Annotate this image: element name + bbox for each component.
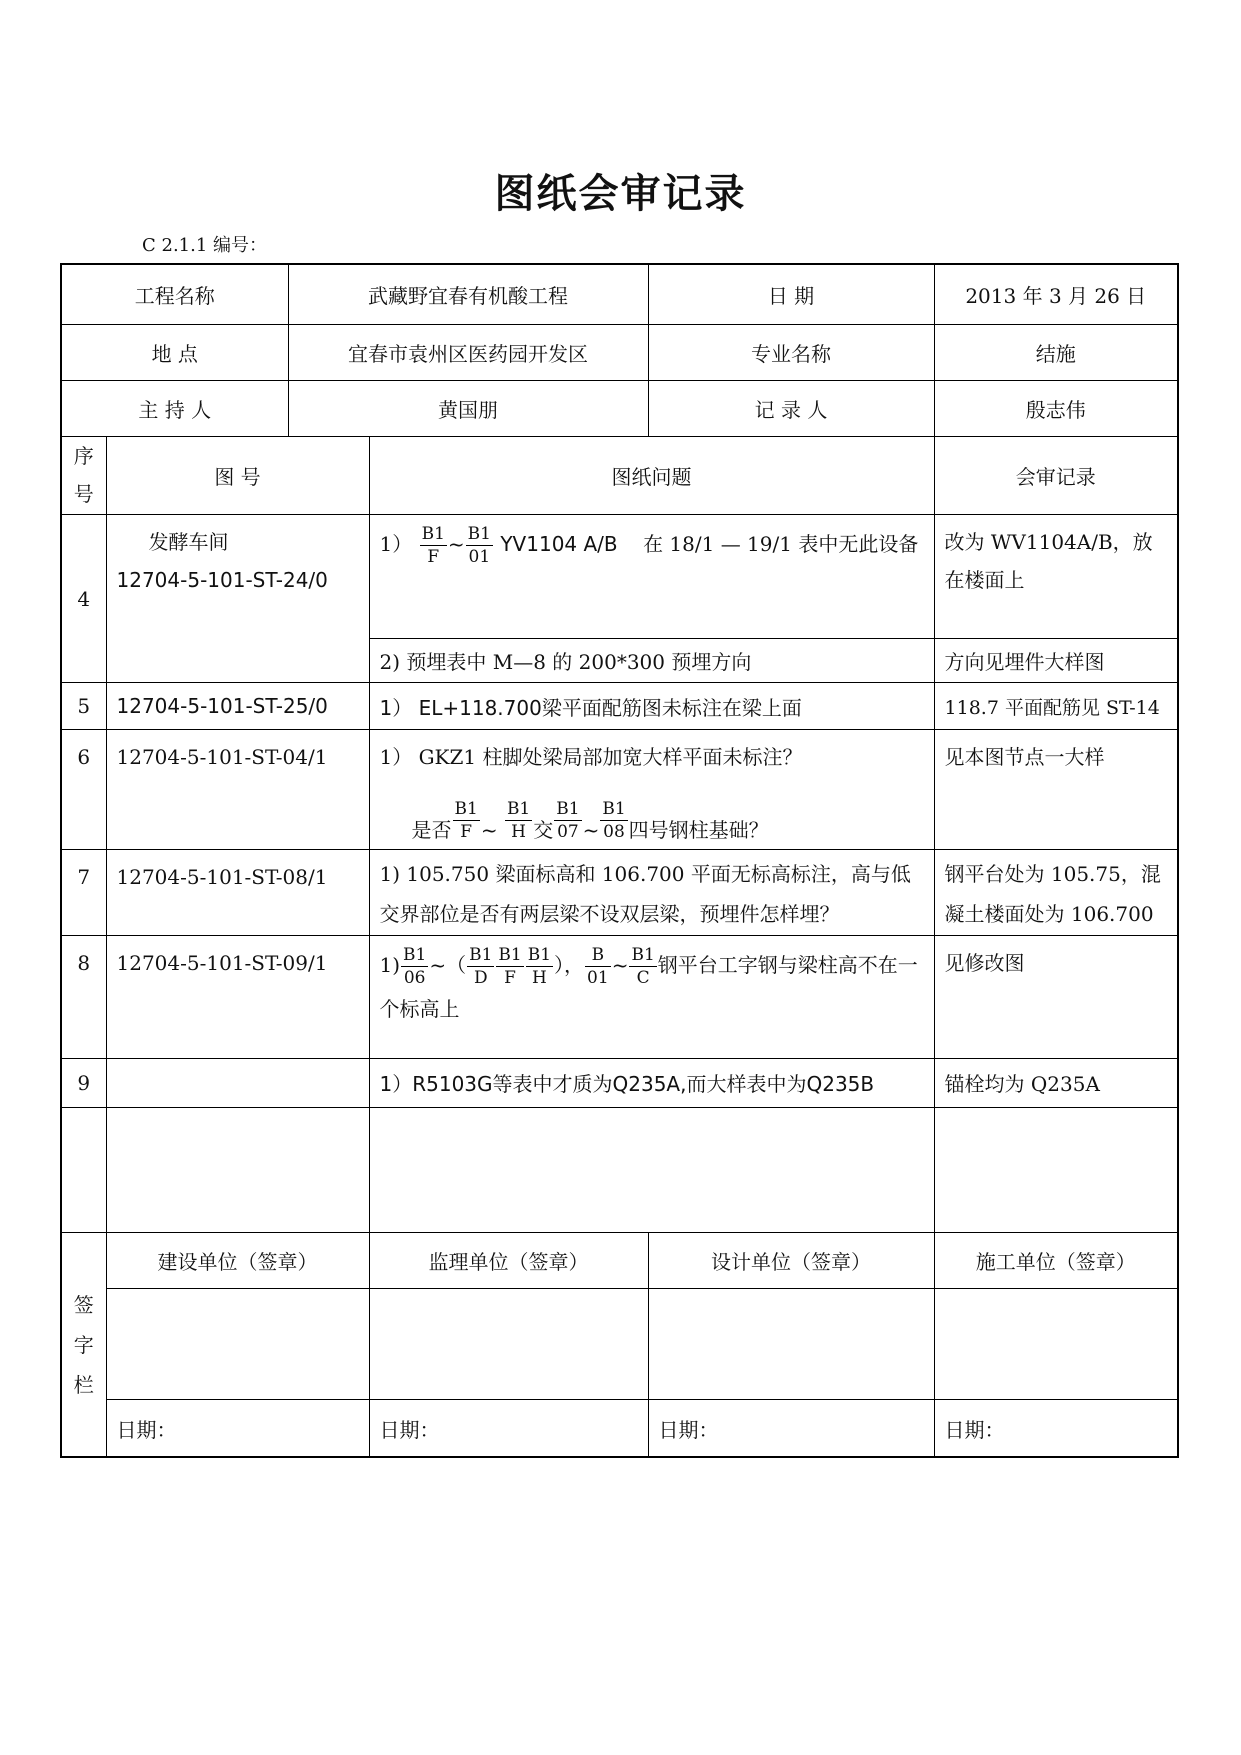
issue-text: 在 18/1 — 19/1 表中无此设备 xyxy=(643,531,919,556)
empty-cell xyxy=(106,1107,369,1232)
row-seq: 8 xyxy=(61,935,106,1058)
page-title: 图纸会审记录 xyxy=(494,170,747,217)
table-row xyxy=(61,730,1178,850)
signature-unit-supervisor: 监理单位（签章） xyxy=(369,1233,648,1289)
signature-unit-owner: 建设单位（签章） xyxy=(106,1233,369,1289)
row-drawing xyxy=(106,514,369,682)
issue-prefix: 1） xyxy=(379,531,413,556)
signature-date: 日期： xyxy=(106,1400,369,1457)
empty-cell xyxy=(369,1107,934,1232)
row-record: 方向见埋件大样图 xyxy=(934,639,1178,683)
specialty-label: 专业名称 xyxy=(648,324,934,380)
row-issue: 1） $\frac{B1}{F}$ ~ $\frac{B1}{01}$ YV1104 A/B 在 18/1 — 19/1 表中无此设备 xyxy=(369,514,934,638)
table-row xyxy=(61,1058,1178,1107)
col-drawing-header: 图 号 xyxy=(106,436,369,514)
signature-section-label: 签字栏 xyxy=(61,1233,106,1457)
fraction-mark: $\frac{B1}{06}$ xyxy=(403,944,427,988)
row-record: 锚栓均为 Q235A xyxy=(934,1058,1178,1107)
row-record: 见修改图 xyxy=(934,935,1178,1058)
row-drawing-number xyxy=(106,1058,369,1107)
fraction-mark: $\frac{B1}{F}$ xyxy=(421,523,445,567)
row-seq: 4 xyxy=(61,514,106,682)
fraction-mark: $\frac{B1}{08}$ xyxy=(602,799,626,843)
row-record: 改为 WV1104A/B，放在楼面上 xyxy=(934,514,1178,638)
specialty-value: 结施 xyxy=(934,324,1178,380)
column-header-row xyxy=(61,436,1178,514)
review-record-table xyxy=(60,263,1179,1458)
signature-unit-contractor: 施工单位（签章） xyxy=(934,1233,1178,1289)
project-name-value: 武藏野宜春有机酸工程 xyxy=(288,264,648,324)
row-seq: 7 xyxy=(61,850,106,935)
date-value: 2013 年 3 月 26 日 xyxy=(934,264,1178,324)
table-row xyxy=(61,935,1178,1058)
row-record: 118.7 平面配筋见 ST-14 xyxy=(934,683,1178,730)
host-value: 黄国朋 xyxy=(288,380,648,436)
fraction-mark: $\frac{B1}{F}$ xyxy=(498,944,522,988)
table-row-empty xyxy=(61,1107,1178,1232)
row-drawing-number: 12704-5-101-ST-04/1 xyxy=(106,730,369,850)
row-location: 发酵车间 xyxy=(148,529,229,554)
document-code: C 2.1.1 编号： xyxy=(142,235,268,256)
fraction-mark: $\frac{B1}{H}$ xyxy=(506,799,531,843)
signature-units-row xyxy=(61,1233,1178,1289)
row-seq: 5 xyxy=(61,683,106,730)
row-issue: 1) $\frac{B1}{06}$ ~（ $\frac{B1}{D}$ $\frac{B1}{F}$ $\frac{B1}{H}$ ）， $\frac{B}{01}$ ~ $\frac{B1}{C}$ 钢平台工字钢与梁柱高不在一个标高上 xyxy=(369,935,934,1058)
row-issue: 1） EL+118.700梁平面配筋图未标注在梁上面 xyxy=(369,683,934,730)
col-seq-header: 序号 xyxy=(61,436,106,514)
signature-box[interactable] xyxy=(648,1289,934,1400)
issue-line: 1） GKZ1 柱脚处梁局部加宽大样平面未标注？ xyxy=(379,745,803,770)
table-row xyxy=(61,850,1178,935)
signature-box[interactable] xyxy=(934,1289,1178,1400)
signature-box[interactable] xyxy=(369,1289,648,1400)
row-issue xyxy=(369,730,934,850)
table-row xyxy=(61,683,1178,730)
issue-text: 钢平台工字钢与梁柱高不在一个标高上 xyxy=(379,952,918,1021)
signature-box-row xyxy=(61,1289,1178,1400)
row-record: 见本图节点一大样 xyxy=(934,730,1178,850)
host-label: 主 持 人 xyxy=(61,380,288,436)
row-drawing-number: 12704-5-101-ST-25/0 xyxy=(106,683,369,730)
fraction-mark: $\frac{B1}{D}$ xyxy=(469,944,493,988)
header-row-host xyxy=(61,380,1178,436)
row-issue: 1) 105.750 梁面标高和 106.700 平面无标高标注，高与低交界部位是否有两层梁不设双层梁，预埋件怎样埋？ xyxy=(369,850,934,935)
fraction-mark: $\frac{B1}{F}$ xyxy=(454,799,478,843)
table-row xyxy=(61,514,1178,638)
location-label: 地 点 xyxy=(61,324,288,380)
header-row-project xyxy=(61,264,1178,324)
fraction-mark: $\frac{B1}{H}$ xyxy=(527,944,552,988)
equipment-code: YV1104 A/B xyxy=(500,531,618,556)
fraction-mark: $\frac{B1}{C}$ xyxy=(631,944,655,988)
recorder-label: 记 录 人 xyxy=(648,380,934,436)
signature-date: 日期： xyxy=(934,1400,1178,1457)
fraction-mark: $\frac{B1}{01}$ xyxy=(467,523,491,567)
header-row-location xyxy=(61,324,1178,380)
signature-box[interactable] xyxy=(106,1289,369,1400)
row-issue: 2) 预埋表中 M—8 的 200*300 预埋方向 xyxy=(369,639,934,683)
row-record: 钢平台处为 105.75，混凝土楼面处为 106.700 xyxy=(934,850,1178,935)
project-name-label: 工程名称 xyxy=(61,264,288,324)
fraction-mark: $\frac{B}{01}$ xyxy=(587,944,609,988)
row-drawing-number: 12704-5-101-ST-24/0 xyxy=(116,567,328,592)
issue-line: 是否 $\frac{B1}{F}$ ~ $\frac{B1}{H}$ 交 $\frac{B1}{07}$ ~ $\frac{B1}{08}$ 四号钢柱基础？ xyxy=(411,799,769,843)
row-drawing-number: 12704-5-101-ST-09/1 xyxy=(106,935,369,1058)
empty-cell xyxy=(61,1107,106,1232)
row-seq: 6 xyxy=(61,730,106,850)
col-record-header: 会审记录 xyxy=(934,436,1178,514)
row-seq: 9 xyxy=(61,1058,106,1107)
fraction-mark: $\frac{B1}{07}$ xyxy=(556,799,580,843)
signature-date-row xyxy=(61,1400,1178,1457)
location-value: 宜春市袁州区医药园开发区 xyxy=(288,324,648,380)
row-drawing-number: 12704-5-101-ST-08/1 xyxy=(106,850,369,935)
empty-cell xyxy=(934,1107,1178,1232)
date-label: 日 期 xyxy=(648,264,934,324)
signature-date: 日期： xyxy=(648,1400,934,1457)
col-issue-header: 图纸问题 xyxy=(369,436,934,514)
row-issue: 1）R5103G等表中才质为Q235A,而大样表中为Q235B xyxy=(369,1058,934,1107)
signature-date: 日期： xyxy=(369,1400,648,1457)
recorder-value: 殷志伟 xyxy=(934,380,1178,436)
signature-unit-designer: 设计单位（签章） xyxy=(648,1233,934,1289)
